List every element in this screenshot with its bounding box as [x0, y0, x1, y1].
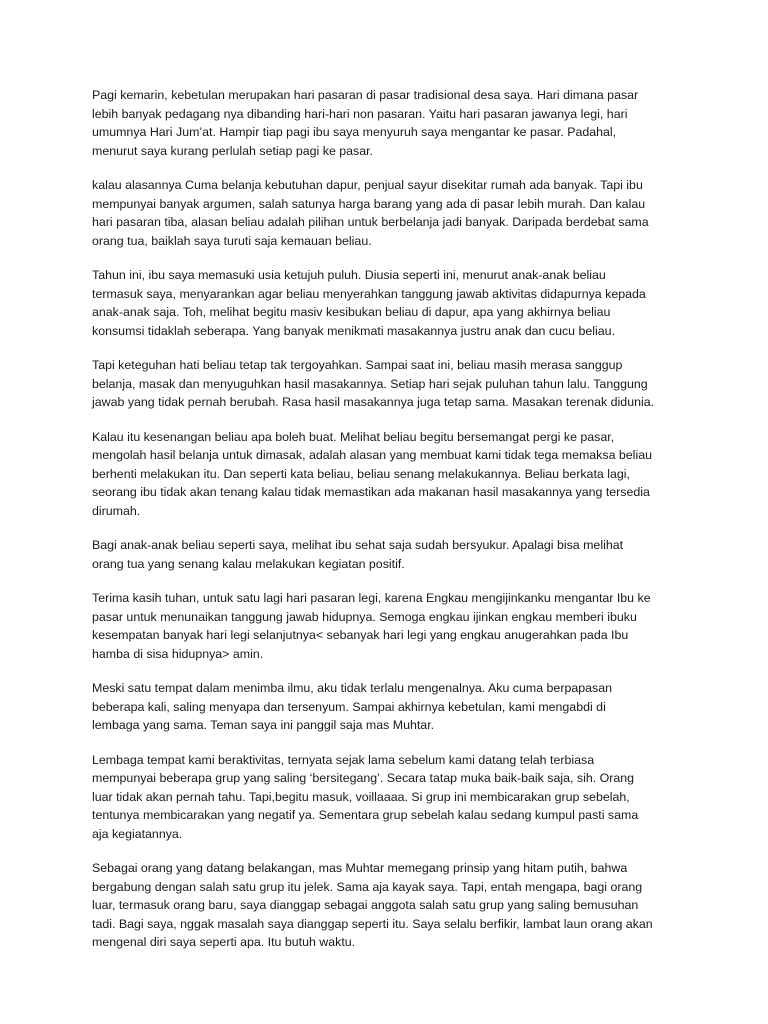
paragraph-8: Meski satu tempat dalam menimba ilmu, aku tidak terlalu mengenalnya. Aku cuma berpapasan beberapa kali, saling menyapa dan tersenyum. Sampai akhirnya kebetulan, kami mengabdi di lembaga yang sama. Teman saya ini panggil saja mas Muhtar. — [92, 681, 612, 732]
paragraph-5: Kalau itu kesenangan beliau apa boleh buat. Melihat beliau begitu bersemangat pergi ke pasar, mengolah hasil belanja untuk dimasak, adalah alasan yang membuat kami tidak tega memaksa beliau berhenti melakukan itu. Dan seperti kata beliau, beliau senang melakukannya. Beliau berkata lagi, seorang ibu tidak akan tenang kalau tidak memastikan ada makanan hasil masakannya yang tersedia dirumah. — [92, 429, 652, 518]
paragraph-4: Tapi keteguhan hati beliau tetap tak tergoyahkan. Sampai saat ini, beliau masih merasa sanggup belanja, masak dan menyuguhkan hasil masakannya. Setiap hari sejak puluhan tahun lalu. Tanggung jawab yang tidak pernah berubah. Rasa hasil masakannya juga tetap sama. Masakan terenak didunia. — [92, 358, 655, 409]
document-page — [92, 86, 692, 968]
paragraph-1: Pagi kemarin, kebetulan merupakan hari pasaran di pasar tradisional desa saya. Hari dimana pasar lebih banyak pedagang nya dibanding hari-hari non pasaran. Yaitu hari pasaran jawanya legi, hari umumnya Hari Jum’at. Hampir tiap pagi ibu saya menyuruh saya mengantar ke pasar. Padahal, menurut saya kurang perlulah setiap pagi ke pasar. — [92, 88, 639, 158]
paragraph-10: Sebagai orang yang datang belakangan, mas Muhtar memegang prinsip yang hitam putih, bahwa bergabung dengan salah satu grup itu jelek. Sama aja kayak saya. Tapi, entah mengapa, bagi orang luar, termasuk orang baru, saya dianggap sebagai anggota salah satu grup yang saling bemusuhan tadi. Bagi saya, nggak masalah saya dianggap seperti itu. Saya selalu berfikir, lambat laun orang akan mengenal diri saya seperti apa. Itu butuh waktu. — [92, 861, 653, 949]
paragraph-3: Tahun ini, ibu saya memasuki usia ketujuh puluh. Diusia seperti ini, menurut anak-anak beliau termasuk saya, menyarankan agar beliau menyerahkan tanggung jawab aktivitas didapurnya kepada anak-anak saja. Toh, melihat begitu masiv kesibukan beliau di dapur, apa yang akhirnya beliau konsumsi tidaklah seberapa. Yang banyak menikmati masakannya justru anak dan cucu beliau. — [92, 268, 646, 338]
paragraph-6: Bagi anak-anak beliau seperti saya, melihat ibu sehat saja sudah bersyukur. Apalagi bisa melihat orang tua yang senang kalau melakukan kegiatan positif. — [92, 538, 624, 571]
paragraph-7: Terima kasih tuhan, untuk satu lagi hari pasaran legi, karena Engkau mengijinkanku mengantar Ibu ke pasar untuk menunaikan tanggung jawab hidupnya. Semoga engkau ijinkan engkau memberi ibuku kesempatan banyak hari legi selanjutnya< sebanyak hari legi yang engkau anugerahkan pada Ibu hamba di sisa hidupnya> amin. — [92, 591, 651, 661]
paragraph-2: kalau alasannya Cuma belanja kebutuhan dapur, penjual sayur disekitar rumah ada banyak. Tapi ibu mempunyai banyak argumen, salah satunya harga barang yang ada di pasar lebih murah. Dan kalau hari pasaran tiba, alasan beliau adalah pilihan untuk berbelanja jadi banyak. Daripada berdebat sama orang tua, baiklah saya turuti saja kemauan beliau. — [92, 178, 649, 248]
paragraph-9: Lembaga tempat kami beraktivitas, ternyata sejak lama sebelum kami datang telah terbiasa mempunyai beberapa grup yang saling ‘bersitegang’. Secara tatap muka baik-baik saja, sih. Orang luar tidak akan pernah tahu. Tapi,begitu masuk, voillaaaa. Si grup ini membicarakan grup sebelah, tentunya membicarakan yang negatif ya. Sementara grup sebelah kalau sedang kumpul pasti sama aja kegiatannya. — [92, 752, 639, 841]
